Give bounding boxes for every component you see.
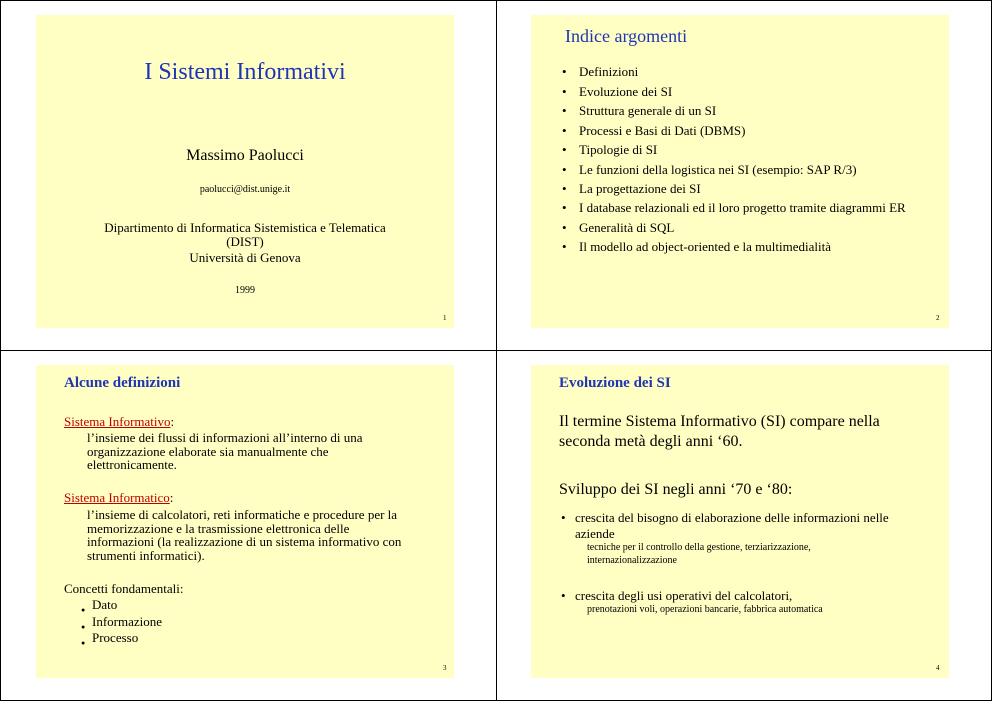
department: Dipartimento di Informatica Sistemistica e Telematica [104, 220, 386, 235]
slide-title: Alcune definizioni [64, 375, 181, 391]
list-item: • Definizioni [562, 62, 922, 82]
page-number: 4 [936, 664, 940, 672]
sub-item: tecniche per il controllo della gestione, terziarizzazione, internazionalizzazione [587, 542, 811, 566]
page-number: 1 [443, 314, 447, 322]
development-heading: Sviluppo dei SI negli anni ‘70 e ‘80: [559, 481, 793, 498]
slide-4 [531, 365, 949, 678]
list-item: • Evoluzione dei SI [562, 82, 922, 102]
slide-title: Evoluzione dei SI [559, 375, 671, 391]
list-item: • Generalità di SQL [562, 218, 922, 238]
university: Università di Genova [189, 250, 301, 265]
definition-sistema-informativo: Sistema Informativo: [64, 414, 175, 429]
list-item: • Processi e Basi di Dati (DBMS) [562, 121, 922, 141]
list-item: • Struttura generale di un SI [562, 101, 922, 121]
list-item: • I database relazionali ed il loro progetto tramite diagrammi ER [562, 199, 922, 216]
intro-text: Il termine Sistema Informativo (SI) compare nella seconda metà degli anni ‘60. [559, 413, 880, 450]
term-sistema-informatico: Sistema Informatico [64, 490, 170, 505]
bullet-list [561, 510, 901, 617]
definition-text: l’insieme dei flussi di informazioni all’interno di una organizzazione elaborate sia manualmente che elettronicamente. [87, 430, 363, 472]
slide-3 [36, 365, 454, 678]
definition-sistema-informatico: Sistema Informatico: [64, 490, 174, 505]
definition-text: l’insieme di calcolatori, reti informatiche e procedure per la memorizzazione e la trasmissione elettronica delle informazioni (la realizzazione di un sistema informativo con strumenti informatici). [87, 507, 402, 563]
page-number: 3 [443, 664, 447, 672]
list-item: • Le funzioni della logistica nei SI (esempio: SAP R/3) [562, 160, 922, 180]
concepts-list [81, 597, 162, 647]
list-item: ● Informazione [81, 614, 162, 631]
page-number: 2 [936, 314, 940, 322]
slide-2 [531, 15, 949, 328]
list-item: • Il modello ad object-oriented e la multimedialità [562, 237, 922, 257]
slide-title: Indice argomenti [565, 26, 688, 46]
department-abbr: (DIST) [226, 234, 264, 249]
year: 1999 [235, 285, 255, 296]
concepts-label: Concetti fondamentali: [64, 581, 184, 596]
slide-title: I Sistemi Informativi [144, 59, 346, 85]
topic-list [562, 62, 922, 257]
term-sistema-informativo: Sistema Informativo [64, 414, 171, 429]
sub-item: prenotazioni voli, operazioni bancarie, fabbrica automatica [587, 604, 823, 615]
list-item: • La progettazione dei SI [562, 179, 922, 199]
author-name: Massimo Paolucci [186, 147, 304, 164]
list-item: • crescita del bisogno di elaborazione delle informazioni nelle aziende tecniche per il controllo della gestione, terziarizzazione, internazionalizzazione [561, 510, 901, 567]
list-item: ● Dato [81, 597, 162, 614]
list-item: • Tipologie di SI [562, 140, 922, 160]
list-item: • crescita degli usi operativi del calcolatori, prenotazioni voli, operazioni bancarie, fabbrica automatica [561, 588, 901, 617]
slide-1 [36, 15, 454, 328]
author-email: paolucci@dist.unige.it [199, 184, 291, 195]
list-item: ● Processo [81, 630, 162, 647]
